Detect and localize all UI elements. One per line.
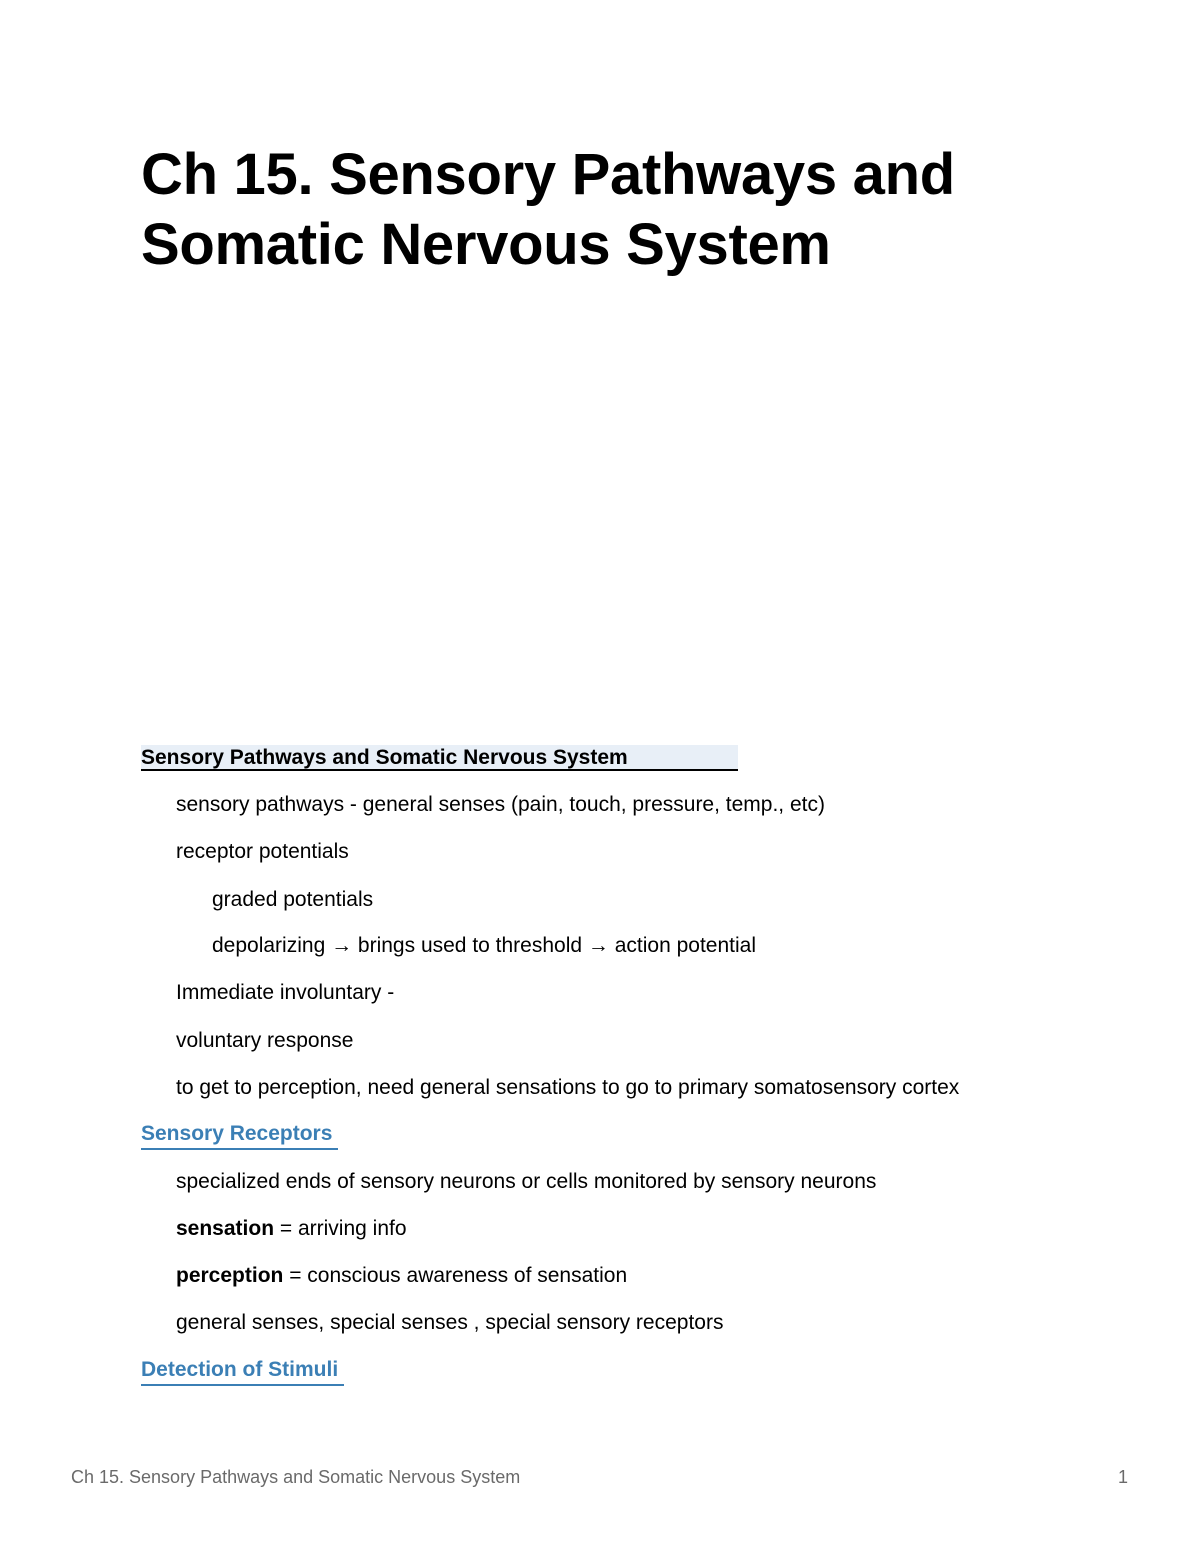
term-perception: perception — [176, 1264, 284, 1287]
footer-title: Ch 15. Sensory Pathways and Somatic Nervous System — [71, 1467, 521, 1487]
page-title: Ch 15. Sensory Pathways and Somatic Nervous System — [141, 142, 955, 277]
note-line: Immediate involuntary - — [176, 981, 395, 1004]
note-line: general senses, special senses , special sensory receptors — [176, 1311, 724, 1334]
note-line: depolarizing → brings used to threshold → action potential — [212, 934, 756, 957]
note-line-sensation — [176, 1215, 407, 1243]
definition-perception: = conscious awareness of sensation — [283, 1264, 628, 1287]
section-heading-text: Sensory Pathways and Somatic Nervous System — [141, 746, 628, 769]
section-heading-sensory-pathways — [141, 745, 738, 771]
note-line: graded potentials — [212, 888, 374, 911]
footer-page-number: 1 — [1118, 1467, 1129, 1487]
note-line: receptor potentials — [176, 840, 349, 863]
note-line: voluntary response — [176, 1029, 354, 1052]
note-line: specialized ends of sensory neurons or cells monitored by sensory neurons — [176, 1170, 877, 1193]
term-sensation: sensation — [176, 1217, 275, 1240]
note-line: to get to perception, need general sensations to go to primary somatosensory cortex — [176, 1076, 960, 1099]
section-heading-sensory-receptors: Sensory Receptors — [141, 1120, 338, 1150]
note-line: sensory pathways - general senses (pain, touch, pressure, temp., etc) — [176, 793, 825, 816]
section-heading-detection-of-stimuli: Detection of Stimuli — [141, 1356, 344, 1386]
definition-sensation: = arriving info — [274, 1217, 407, 1240]
note-line-perception — [176, 1262, 627, 1290]
